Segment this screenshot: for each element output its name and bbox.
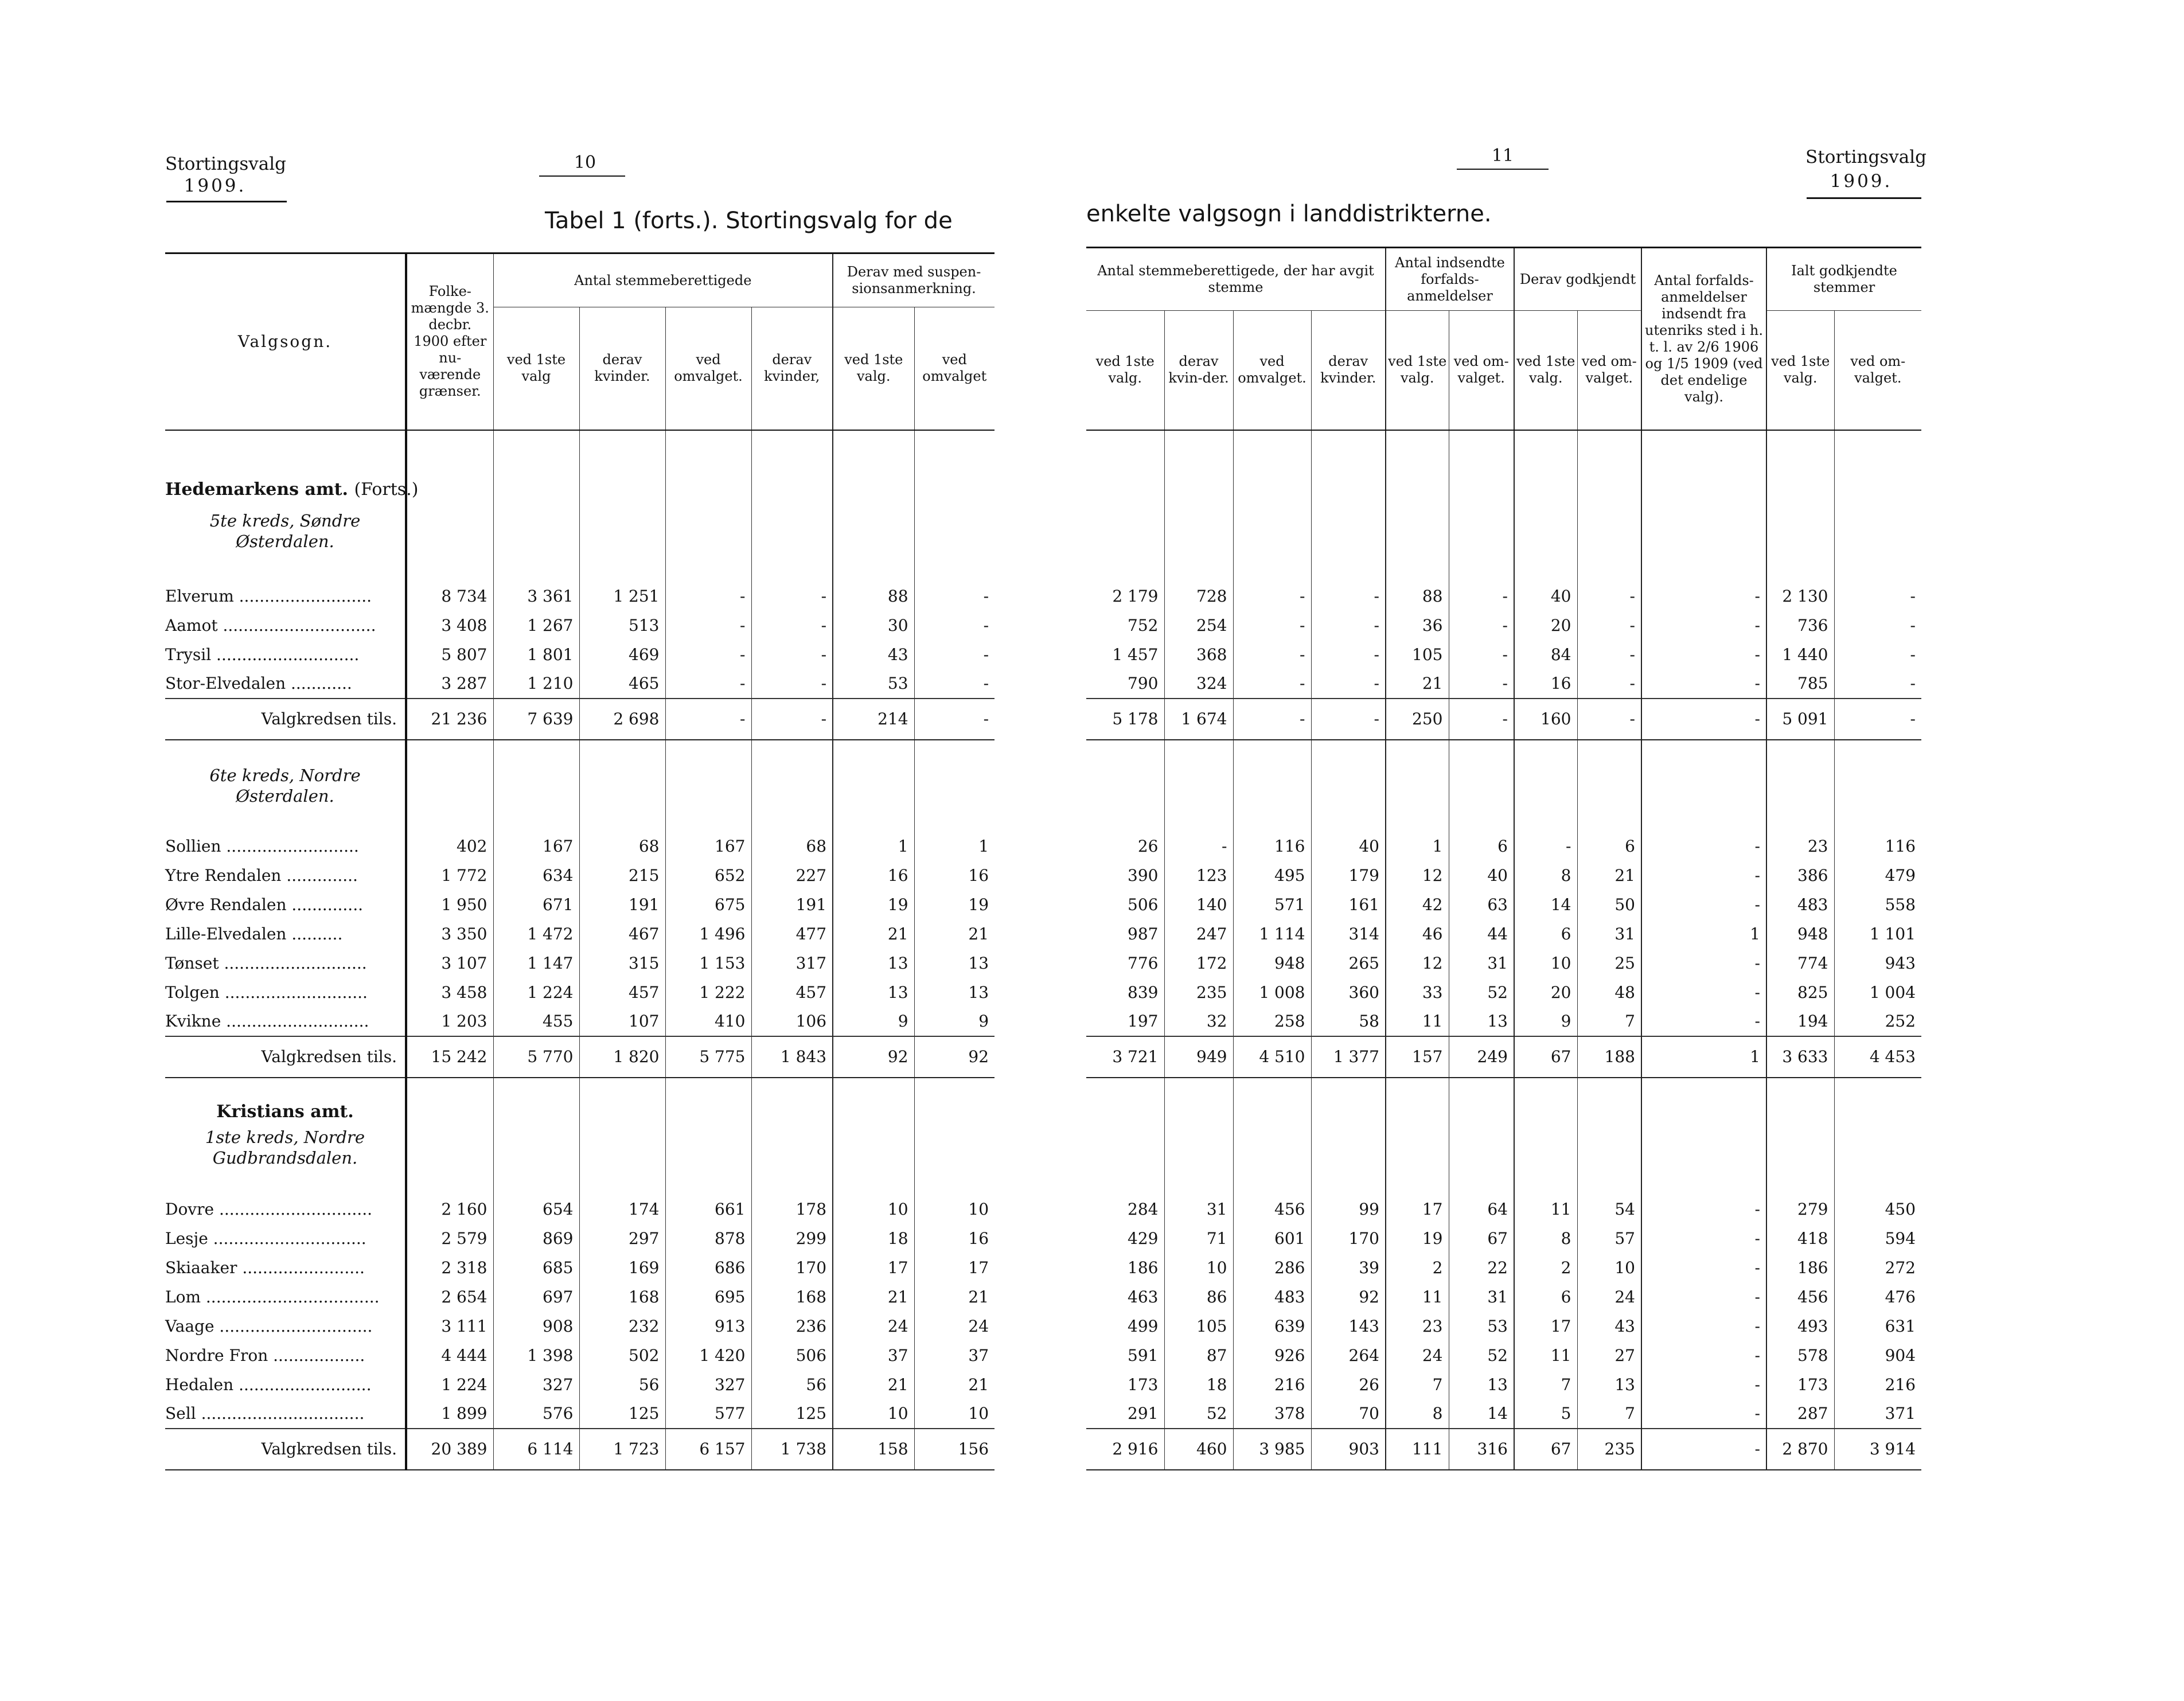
table-row: Aamot .............................. 3 408 1 267 513 - - 30 - bbox=[165, 611, 994, 640]
right-data-table bbox=[1086, 247, 1921, 1470]
left-header-brace bbox=[166, 201, 287, 202]
table-row: 752 254 - - 36 - 20 - - 736 - bbox=[1086, 611, 1921, 640]
header-avgit-stemme: Antal stemmeberettigede, der har avgit stemme bbox=[1086, 248, 1386, 311]
table-row: 390 123 495 179 12 40 8 21 - 386 479 bbox=[1086, 861, 1921, 890]
header-ved-omvalget: ved omvalget. bbox=[665, 307, 751, 430]
header-ialt-godkjendte: Ialt godkjendte stemmer bbox=[1766, 248, 1921, 311]
table-row: 429 71 601 170 19 67 8 57 - 418 594 bbox=[1086, 1224, 1921, 1253]
table-row: 506 140 571 161 42 63 14 50 - 483 558 bbox=[1086, 890, 1921, 919]
table-row: 499 105 639 143 23 53 17 43 - 493 631 bbox=[1086, 1312, 1921, 1341]
table-row: Sell ................................ 1 899 576 125 577 125 10 10 bbox=[165, 1399, 994, 1429]
right-table-title: enkelte valgsogn i landdistrikterne. bbox=[1086, 201, 1492, 227]
header-susp-1ste-valg: ved 1ste valg. bbox=[833, 307, 914, 430]
header-ved-1ste-valg: ved 1ste valg. bbox=[1086, 311, 1164, 430]
left-table-title: Tabel 1 (forts.). Stortingsvalg for de bbox=[545, 208, 953, 234]
kreds-heading: 6te kreds, Nordre Østerdalen. bbox=[209, 765, 361, 806]
table-row: 463 86 483 92 11 31 6 24 - 456 476 bbox=[1086, 1282, 1921, 1312]
total-row: 5 178 1 674 - - 250 - 160 - - 5 091 - bbox=[1086, 699, 1921, 740]
table-row: 186 10 286 39 2 22 2 10 - 186 272 bbox=[1086, 1253, 1921, 1282]
header-derav-kvinder-omvalg: derav kvinder. bbox=[1311, 311, 1386, 430]
left-running-title: Stortingsvalg bbox=[165, 154, 287, 174]
table-row: Kvikne ............................ 1 203 455 107 410 106 9 9 bbox=[165, 1007, 994, 1036]
total-row: Valgkredsen tils. 20 389 6 114 1 723 6 157 1 738 158 156 bbox=[165, 1429, 994, 1470]
header-ialt-omvalget: ved om-valget. bbox=[1834, 311, 1921, 430]
left-page-number-rule bbox=[539, 175, 625, 177]
header-godkjendt-omvalget: ved om-valget. bbox=[1577, 311, 1641, 430]
header-godkjendt-1ste-valg: ved 1ste valg. bbox=[1514, 311, 1577, 430]
table-row: 173 18 216 26 7 13 7 13 - 173 216 bbox=[1086, 1370, 1921, 1399]
header-ved-1ste-valg: ved 1ste valg bbox=[493, 307, 579, 430]
table-row: Sollien .......................... 402 167 68 167 68 1 1 bbox=[165, 832, 994, 861]
table-row: Lille-Elvedalen .......... 3 350 1 472 467 1 496 477 21 21 bbox=[165, 919, 994, 949]
table-row: Stor-Elvedalen ............ 3 287 1 210 465 - - 53 - bbox=[165, 669, 994, 699]
table-row: 591 87 926 264 24 52 11 27 - 578 904 bbox=[1086, 1341, 1921, 1370]
kreds-heading: 5te kreds, Søndre Østerdalen. bbox=[209, 510, 361, 551]
total-row: 3 721 949 4 510 1 377 157 249 67 188 1 3 633 4 453 bbox=[1086, 1036, 1921, 1078]
table-row: Ytre Rendalen .............. 1 772 634 215 652 227 16 16 bbox=[165, 861, 994, 890]
header-indsendte-omvalget: ved om-valget. bbox=[1449, 311, 1514, 430]
header-susp-omvalget: ved omvalget bbox=[914, 307, 994, 430]
left-data-table bbox=[165, 252, 994, 1470]
table-row: Øvre Rendalen .............. 1 950 671 191 675 191 19 19 bbox=[165, 890, 994, 919]
table-row: Nordre Fron .................. 4 444 1 398 502 1 420 506 37 37 bbox=[165, 1341, 994, 1370]
amt-heading: Kristians amt. bbox=[216, 1102, 354, 1122]
table-row: Lom .................................. 2 654 697 168 695 168 21 21 bbox=[165, 1282, 994, 1312]
table-row: Elverum .......................... 8 734 3 361 1 251 - - 88 - bbox=[165, 582, 994, 611]
amt-heading: Hedemarkens amt. (Forts.) bbox=[165, 479, 419, 500]
table-row: Trysil ............................ 5 807 1 801 469 - - 43 - bbox=[165, 640, 994, 669]
table-row: 987 247 1 114 314 46 44 6 31 1 948 1 101 bbox=[1086, 919, 1921, 949]
header-derav-godkjendt: Derav godkjendt bbox=[1514, 248, 1641, 311]
table-row: Skiaaker ........................ 2 318 685 169 686 170 17 17 bbox=[165, 1253, 994, 1282]
total-row: Valgkredsen tils. 21 236 7 639 2 698 - - 214 - bbox=[165, 699, 994, 740]
table-row: Hedalen .......................... 1 224 327 56 327 56 21 21 bbox=[165, 1370, 994, 1399]
table-row: Vaage .............................. 3 111 908 232 913 236 24 24 bbox=[165, 1312, 994, 1341]
table-row: 839 235 1 008 360 33 52 20 48 - 825 1 004 bbox=[1086, 978, 1921, 1007]
total-row: Valgkredsen tils. 15 242 5 770 1 820 5 775 1 843 92 92 bbox=[165, 1036, 994, 1078]
table-row: Tolgen ............................ 3 458 1 224 457 1 222 457 13 13 bbox=[165, 978, 994, 1007]
left-page-number: 10 bbox=[574, 153, 596, 173]
header-indsendte-forfald: Antal indsendte forfalds-anmeldelser bbox=[1386, 248, 1514, 311]
right-page-number-rule bbox=[1457, 169, 1549, 170]
table-row: 776 172 948 265 12 31 10 25 - 774 943 bbox=[1086, 949, 1921, 978]
right-header-brace bbox=[1807, 197, 1921, 199]
header-ialt-1ste-valg: ved 1ste valg. bbox=[1766, 311, 1834, 430]
table-row: 197 32 258 58 11 13 9 7 - 194 252 bbox=[1086, 1007, 1921, 1036]
header-indsendte-1ste-valg: ved 1ste valg. bbox=[1386, 311, 1449, 430]
table-row: 2 179 728 - - 88 - 40 - - 2 130 - bbox=[1086, 582, 1921, 611]
right-running-title: Stortingsvalg bbox=[1805, 147, 1927, 167]
header-derav-kvinder: derav kvinder. bbox=[579, 307, 665, 430]
header-utenriks: Antal forfalds-anmeldelser indsendt fra utenriks sted i h. t. l. av 2/6 1906 og 1/5 1909 (ved det endelige valg). bbox=[1641, 248, 1766, 430]
right-page-number: 11 bbox=[1491, 146, 1514, 166]
header-valgsogn: Valgsogn. bbox=[165, 253, 406, 430]
table-row: Tønset ............................ 3 107 1 147 315 1 153 317 13 13 bbox=[165, 949, 994, 978]
table-row: 284 31 456 99 17 64 11 54 - 279 450 bbox=[1086, 1195, 1921, 1224]
kreds-heading: 1ste kreds, Nordre Gudbrandsdalen. bbox=[205, 1127, 365, 1168]
total-row: 2 916 460 3 985 903 111 316 67 235 - 2 870 3 914 bbox=[1086, 1429, 1921, 1470]
header-derav-kvinder-omvalg: derav kvinder, bbox=[751, 307, 833, 430]
table-row: Lesje .............................. 2 579 869 297 878 299 18 16 bbox=[165, 1224, 994, 1253]
table-row: 790 324 - - 21 - 16 - - 785 - bbox=[1086, 669, 1921, 699]
header-derav-suspension: Derav med suspen-sionsanmerkning. bbox=[833, 253, 994, 307]
header-ved-omvalget: ved omvalget. bbox=[1233, 311, 1311, 430]
table-row: 1 457 368 - - 105 - 84 - - 1 440 - bbox=[1086, 640, 1921, 669]
table-row: 26 - 116 40 1 6 - 6 - 23 116 bbox=[1086, 832, 1921, 861]
header-antal-stemmeberettigede: Antal stemmeberettigede bbox=[493, 253, 833, 307]
table-row: 291 52 378 70 8 14 5 7 - 287 371 bbox=[1086, 1399, 1921, 1429]
header-folkemaengde: Folke-mængde 3. decbr. 1900 efter nu-værende grænser. bbox=[406, 253, 493, 430]
left-running-year: 1909. bbox=[184, 175, 247, 196]
table-row: Dovre .............................. 2 160 654 174 661 178 10 10 bbox=[165, 1195, 994, 1224]
header-derav-kvinder: derav kvin-der. bbox=[1164, 311, 1233, 430]
right-running-year: 1909. bbox=[1830, 171, 1893, 192]
